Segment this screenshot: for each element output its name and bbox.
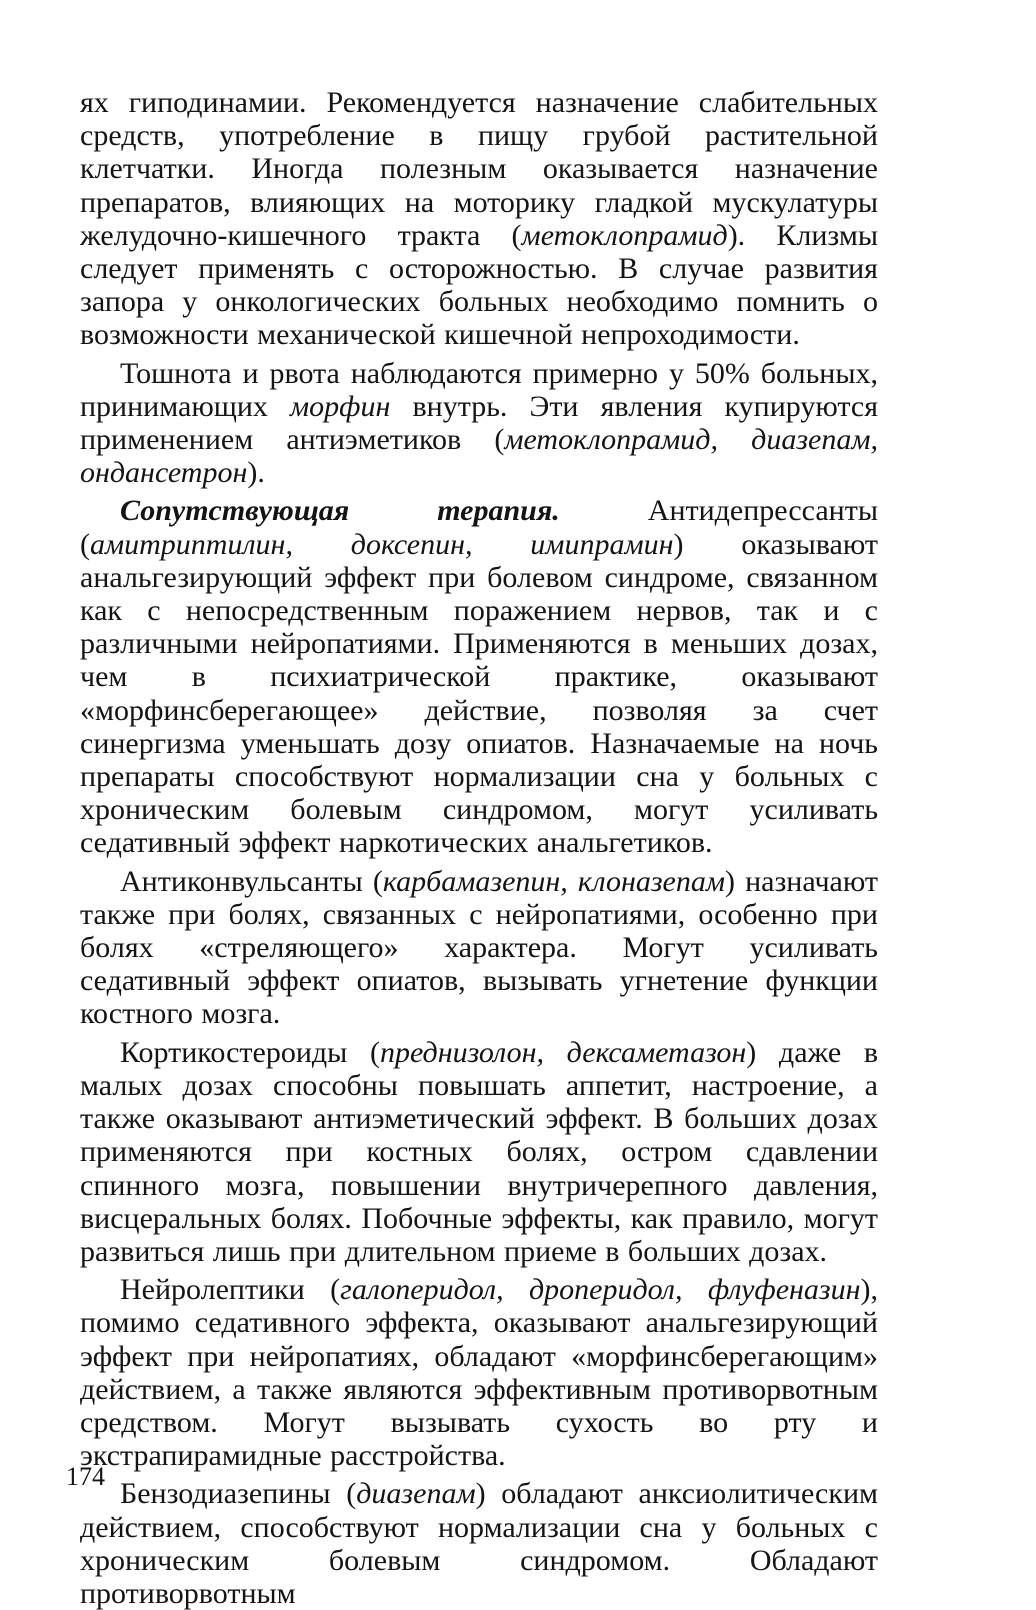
text: ). Клизмы следует применять с осторожностью. В случае развития запора у онкологических больных необходимо помнить о возможности механической кишечной непроходимости.	[80, 218, 878, 352]
paragraph-3	[80, 494, 878, 859]
drug-name: преднизолон, дексаметазон	[379, 1035, 747, 1069]
paragraph-4	[80, 865, 878, 1031]
drug-name: метоклопрамид, диазепам, ондансетрон	[80, 423, 878, 490]
drug-name: диазепам	[356, 1477, 476, 1511]
text: ), помимо седативного эффекта, оказывают анальгезирующий эффект при нейропатиях, обладают «морфинсберегающим» действием, а также являются эффективным противорвотным средством. Могут вызывать сухость во рту и экстрапирамидные расстройства.	[80, 1273, 878, 1473]
drug-name: галоперидол, дроперидол, флуфеназин	[340, 1273, 861, 1307]
text: ) оказывают анальгезирующий эффект при болевом синдроме, связанном как с непосредственным поражением нервов, так и с различными нейропатиями. Применяются в меньших дозах, чем в психиатрической практике, оказывают «морфинсберегающее» действие, позволяя за счет синергизма уменьшать дозу опиатов. Назначаемые на ночь препараты способствуют нормализации сна у больных с хроническим болевым синдромом, могут усиливать седативный эффект наркотических анальгетиков.	[80, 527, 878, 860]
text: ) обладают анксиолитическим действием, способствуют нормализации сна у больных с хроническим болевым синдромом. Обладают противорвотным	[80, 1477, 878, 1610]
text: Бензодиазепины (	[120, 1477, 357, 1511]
text: Антиконвульсанты (	[120, 864, 383, 898]
paragraph-5	[80, 1036, 878, 1268]
text: внутрь. Эти явления купируются применением антиэметиков (	[80, 389, 878, 457]
text: Нейролептики (	[120, 1273, 341, 1307]
section-heading: Сопутствующая терапия.	[120, 494, 560, 528]
text: ) назначают также при болях, связанных с нейропатиями, особенно при болях «стреляющего» характера. Могут усиливать седативный эффект опиатов, вызывать угнетение функции костного мозга.	[80, 864, 878, 1031]
text: ).	[247, 456, 265, 490]
drug-name: амитриптилин, доксепин, имипрамин	[90, 527, 674, 561]
paragraph-2	[80, 357, 878, 490]
page-body	[80, 86, 878, 1610]
text: Тошнота и рвота наблюдаются примерно у 50% больных, принимающих	[80, 356, 878, 423]
drug-name: карбамазепин, клоназепам	[382, 864, 725, 898]
drug-name: метоклопрамид	[521, 218, 728, 252]
paragraph-7	[80, 1477, 878, 1610]
drug-name: морфин	[290, 389, 391, 423]
text: ) даже в малых дозах способны повышать аппетит, настроение, а также оказывают антиэметический эффект. В больших дозах применяются при костных болях, остром сдавлении спинного мозга, повышении внутричерепного давления, висцеральных болях. Побочные эффекты, как правило, могут развиться лишь при длительном приеме в больших дозах.	[80, 1035, 879, 1268]
paragraph-1	[80, 86, 878, 352]
paragraph-6	[80, 1273, 878, 1472]
page-number: 174	[66, 1462, 105, 1491]
text: ях гиподинамии. Рекомендуется назначение слабительных средств, употребление в пищу грубой растительной клетчатки. Иногда полезным оказывается назначение препаратов, влияющих на моторику гладкой мускулатуры желудочно-кишечного тракта (	[80, 86, 878, 252]
text: Кортикостероиды (	[120, 1035, 380, 1069]
text: Антидепрессанты (	[80, 494, 878, 561]
